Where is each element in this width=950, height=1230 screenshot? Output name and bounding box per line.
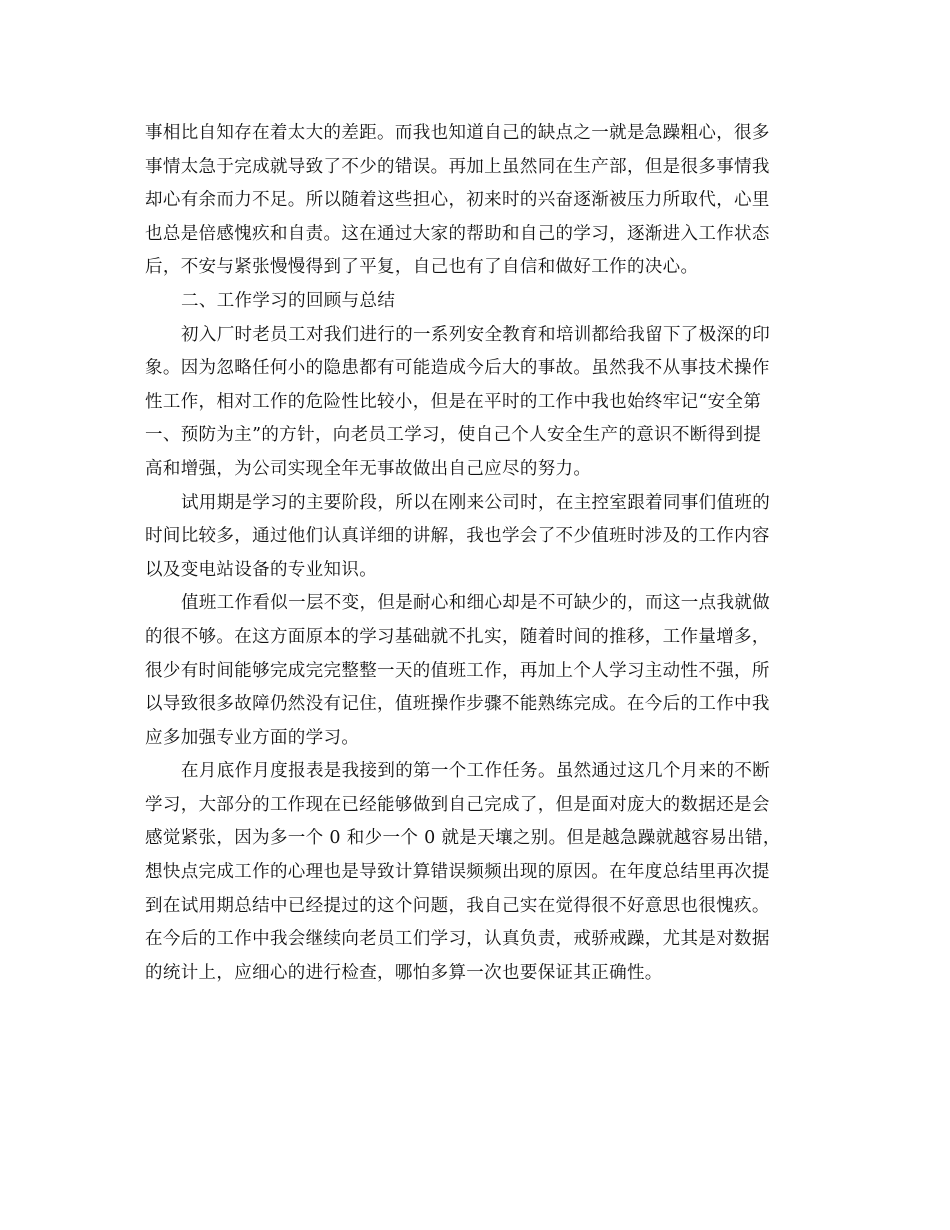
text-line: 到在试用期总结中已经提过的这个问题，我自己实在觉得很不好意思也很愧疚。 <box>145 895 770 916</box>
text-line: 想快点完成工作的心理也是导致计算错误频频出现的原因。在年度总结里再次提 <box>145 862 770 883</box>
text-line: 时间比较多，通过他们认真详细的讲解，我也学会了不少值班时涉及的工作内容 <box>145 526 770 547</box>
text-line: 事情太急于完成就导致了不少的错误。再加上虽然同在生产部，但是很多事情我 <box>145 156 770 177</box>
text-line: 事相比自知存在着太大的差距。而我也知道自己的缺点之一就是急躁粗心，很多 <box>145 123 770 143</box>
text-line: 的统计上，应细心的进行检查，哪怕多算一次也要保证其正确性。 <box>145 962 663 983</box>
paragraph-start-line: 值班工作看似一层不变，但是耐心和细心却是不可缺少的，而这一点我就做 <box>181 593 771 614</box>
text-line: 性工作，相对工作的危险性比较小，但是在平时的工作中我也始终牢记“安全第 <box>145 391 762 412</box>
text-line: 后，不安与紧张慢慢得到了平复，自己也有了自信和做好工作的决心。 <box>145 257 699 278</box>
paragraph-start-line: 试用期是学习的主要阶段，所以在刚来公司时，在主控室跟着同事们值班的 <box>181 492 771 513</box>
text-line: 感觉紧张，因为多一个 0 和少一个 0 就是天壤之别。但是越急躁就越容易出错， <box>145 828 781 849</box>
text-line: 的很不够。在这方面原本的学习基础就不扎实，随着时间的推移，工作量增多， <box>145 626 770 647</box>
paragraph-start-line: 初入厂时老员工对我们进行的一系列安全教育和培训都给我留下了极深的印 <box>181 324 771 345</box>
text-line: 却心有余而力不足。所以随着这些担心，初来时的兴奋逐渐被压力所取代，心里 <box>145 190 770 211</box>
text-line: 在今后的工作中我会继续向老员工们学习，认真负责，戒骄戒躁，尤其是对数据 <box>145 929 770 950</box>
text-line: 高和增强，为公司实现全年无事故做出自己应尽的努力。 <box>145 458 592 479</box>
document-body <box>145 117 810 990</box>
text-line: 象。因为忽略任何小的隐患都有可能造成今后大的事故。虽然我不从事技术操作 <box>145 358 770 379</box>
paragraph-start-line: 在月底作月度报表是我接到的第一个工作任务。虽然通过这几个月来的不断 <box>181 761 771 782</box>
section-heading: 二、工作学习的回顾与总结 <box>181 290 396 311</box>
text-line: 很少有时间能够完成完完整整一天的值班工作，再加上个人学习主动性不强，所 <box>145 660 770 681</box>
text-line: 学习，大部分的工作现在已经能够做到自己完成了，但是面对庞大的数据还是会 <box>145 794 770 815</box>
text-line: 也总是倍感愧疚和自责。这在通过大家的帮助和自己的学习，逐渐进入工作状态 <box>145 223 770 244</box>
text-line: 以及变电站设备的专业知识。 <box>145 559 378 580</box>
text-line: 应多加强专业方面的学习。 <box>145 727 360 748</box>
text-line: 以导致很多故障仍然没有记住，值班操作步骤不能熟练完成。在今后的工作中我 <box>145 694 770 715</box>
text-line: 一、预防为主”的方针，向老员工学习，使自己个人安全生产的意识不断得到提 <box>145 425 762 446</box>
